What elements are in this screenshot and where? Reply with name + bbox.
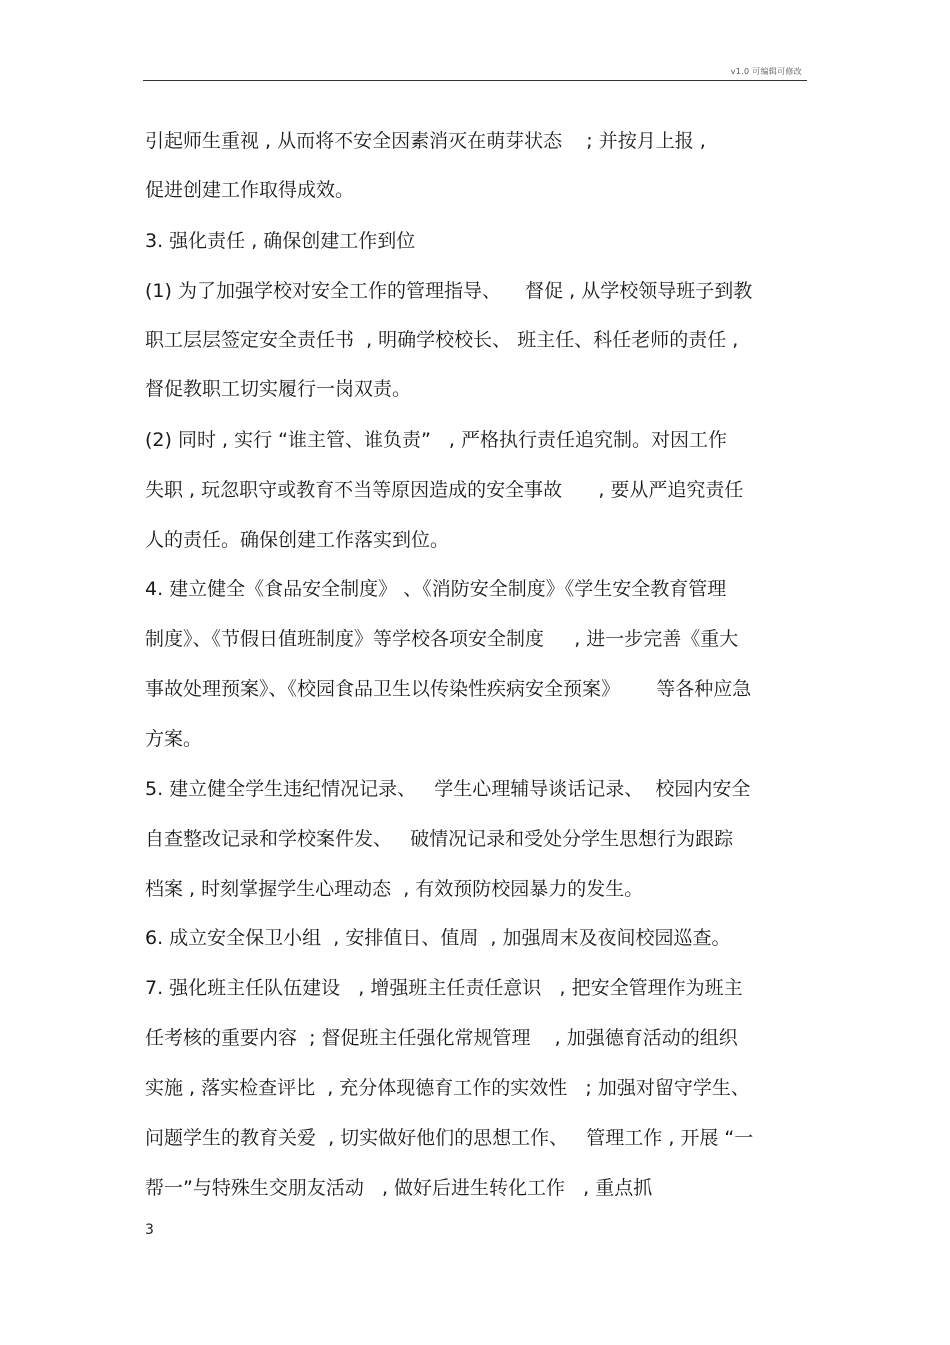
text-line: 引起师生重视 , 从而将不安全因素消灭在萌芽状态 ; 并按月上报 , xyxy=(145,130,706,152)
text-line: 人的责任。确保创建工作落实到位。 xyxy=(145,529,450,551)
text-line: 制度》、《节假日值班制度》等学校各项安全制度 , 进一步完善《重大 xyxy=(145,628,739,650)
text-line: 6. 成立安全保卫小组 , 安排值日、值周 , 加强周末及夜间校园巡查。 xyxy=(145,927,731,949)
text-line: (2) 同时 , 实行 “谁主管、谁负责” , 严格执行责任追究制。对因工作 xyxy=(145,429,727,451)
text-line: 5. 建立健全学生违纪情况记录、 学生心理辅导谈话记录、 校园内安全 xyxy=(145,778,751,800)
text-line: 帮一”与特殊生交朋友活动 , 做好后进生转化工作 , 重点抓 xyxy=(145,1177,653,1199)
text-line: 促进创建工作取得成效。 xyxy=(145,179,355,201)
text-line: (1) 为了加强学校对安全工作的管理指导、 督促 , 从学校领导班子到教 xyxy=(145,280,753,302)
version-tag: v1.0 可编辑可修改 xyxy=(730,67,802,76)
text-line: 实施 , 落实检查评比 , 充分体现德育工作的实效性 ; 加强对留守学生、 xyxy=(145,1077,750,1099)
text-line: 4. 建立健全《食品安全制度》 、《消防安全制度》《学生安全教育管理 xyxy=(145,578,727,600)
text-line: 3. 强化责任 , 确保创建工作到位 xyxy=(145,230,416,252)
text-line: 督促教职工切实履行一岗双责。 xyxy=(145,378,412,400)
header-rule xyxy=(143,80,807,81)
text-line: 任考核的重要内容 ; 督促班主任强化常规管理 , 加强德育活动的组织 xyxy=(145,1027,738,1049)
text-line: 职工层层签定安全责任书 , 明确学校校长、 班主任、科任老师的责任 , xyxy=(145,329,739,351)
text-line: 档案 , 时刻掌握学生心理动态 , 有效预防校园暴力的发生。 xyxy=(145,878,644,900)
text-line: 失职 , 玩忽职守或教育不当等原因造成的安全事故 , 要从严追究责任 xyxy=(145,479,744,501)
text-line: 问题学生的教育关爱 , 切实做好他们的思想工作、 管理工作 , 开展 “一 xyxy=(145,1127,754,1149)
text-line: 事故处理预案》、《校园食品卫生以传染性疾病安全预案》 等各种应急 xyxy=(145,678,752,700)
text-line: 方案。 xyxy=(145,728,203,750)
text-line: 自查整改记录和学校案件发、 破情况记录和受处分学生思想行为跟踪 xyxy=(145,828,734,850)
text-line: 7. 强化班主任队伍建设 , 增强班主任责任意识 , 把安全管理作为班主 xyxy=(145,977,743,999)
page-number: 3 xyxy=(145,1222,154,1238)
